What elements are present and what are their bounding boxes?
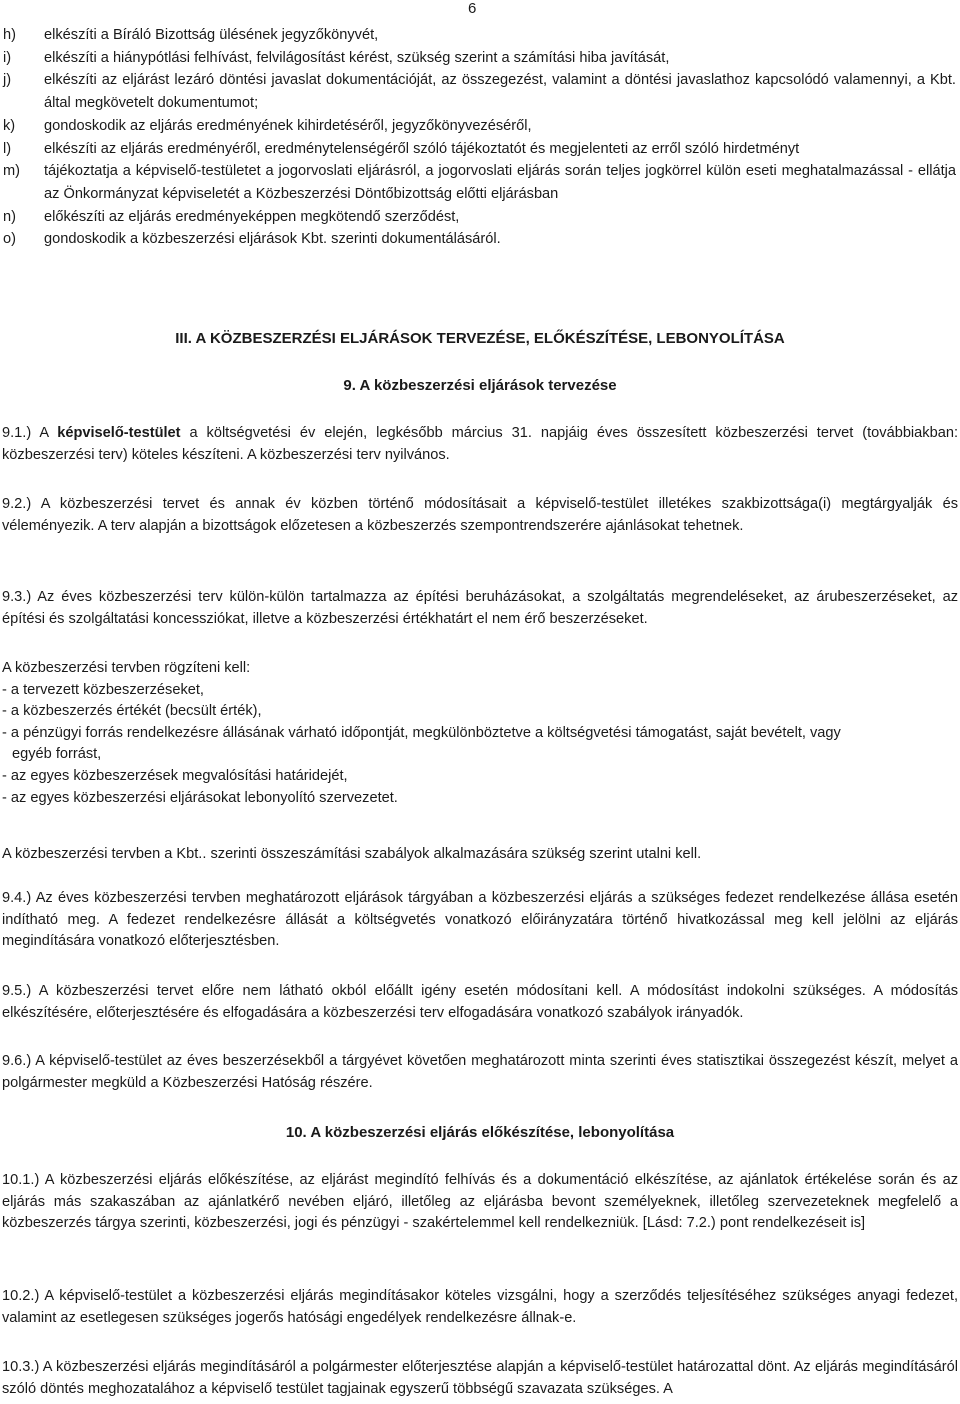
paragraph-9-1 xyxy=(2,423,958,466)
paragraph-9-3: 9.3.) Az éves közbeszerzési terv külön-külön tartalmazza az építési beruházásokat, a szolgáltatás megrendeléseket, az árubeszerzéseket, az építési és szolgáltatási koncessziókat, illetve a közbeszerzési értékhatárt el nem érő beszerzéseket. xyxy=(2,589,958,627)
list-item-text: gondoskodik az eljárás eredményének kihirdetéséről, jegyzőkönyvezéséről, xyxy=(44,117,532,134)
paragraph-9-5: 9.5.) A közbeszerzési tervet előre nem látható okból előállt igény esetén módosítani kell. A módosítást indokolni szükséges. A módosítás elkészítésére, előterjesztésére és elfogadására a közbeszerzési terv elfogadására vonatkozó szabályok irányadók. xyxy=(2,983,958,1021)
list-item xyxy=(0,115,958,138)
plan-item: - a tervezett közbeszerzéseket, xyxy=(2,681,204,698)
list-item xyxy=(0,138,958,161)
list-item-text: tájékoztatja a képviselő-testületet a jogorvoslati eljárásról, a jogorvoslati eljárás során teljes jogkörrel külön eseti meghatalmazással - ellátja az Önkormányzat képviseletét a Közbeszerzési Döntőbizottság előtti eljárásban xyxy=(44,163,956,202)
chapter-heading: III. A KÖZBESZERZÉSI ELJÁRÁSOK TERVEZÉSE, ELŐKÉSZÍTÉSE, LEBONYOLÍTÁSA xyxy=(175,330,785,347)
plan-item: - az egyes közbeszerzési eljárásokat lebonyolító szervezetet. xyxy=(2,789,398,806)
p91-rest: a költségvetési év elején, legkésőbb március 31. napjáig éves összesített közbeszerzési tervet (továbbiakban: közbeszerzési terv) köteles készíteni. A közbeszerzési terv nyilvános. xyxy=(2,425,958,463)
plan-item: - a pénzügyi forrás rendelkezésre állásának várható időpontját, megkülönböztetve a költségvetési támogatást, saját bevételt, vagy xyxy=(2,724,841,741)
section-10-heading: 10. A közbeszerzési eljárás előkészítése, lebonyolítása xyxy=(285,1124,675,1141)
paragraph-10-3: 10.3.) A közbeszerzési eljárás megindításáról a polgármester előterjesztése alapján a képviselő-testület határozattal dönt. Az eljárás megindításáról szóló döntés meghozatalához a képviselő testület tagjainak egyszerű többségű szavazata szükséges. A xyxy=(2,1359,958,1397)
list-item xyxy=(0,69,958,114)
list-item-label: n) xyxy=(3,208,16,225)
list-item-text: elkészíti a Bíráló Bizottság ülésének jegyzőkönyvét, xyxy=(44,27,379,43)
paragraph-10-1: 10.1.) A közbeszerzési eljárás előkészítése, az eljárást megindító felhívás és a dokumentáció elkészítése, az ajánlatok értékelése során és az eljárás más szakaszában az ajánlatkérő nevében eljáró, illetőleg az eljárásba bevont személyeknek, illetőleg szervezeteknek megfelelő a közbeszerzés tárgya szerinti, közbeszerzési, jogi és pénzügyi - szakértelemmel kell rendelkezniük. [Lásd: 7.2.) pont rendelkezéseit is] xyxy=(2,1172,958,1232)
paragraph-9-4: 9.4.) Az éves közbeszerzési tervben meghatározott eljárások tárgyában a közbeszerzési eljárás a szükséges fedezet rendelkezése állása esetén indítható meg. A fedezet rendelkezésre állását a költségvetés vonatkozó előirányzatára történő hivatkozással meg kell jelölni az eljárás megindítására vonatkozó előterjesztésben. xyxy=(2,890,958,950)
list-item-text: előkészíti az eljárás eredményeképpen megkötendő szerződést, xyxy=(44,208,460,225)
task-list xyxy=(0,24,958,251)
page-number: 6 xyxy=(468,0,477,17)
list-item xyxy=(0,206,958,229)
list-item xyxy=(0,160,958,205)
plan-note: A közbeszerzési tervben a Kbt.. szerinti összeszámítási szabályok alkalmazására szükség szerint utalni kell. xyxy=(2,846,702,862)
p91-start: 9.1.) A xyxy=(2,425,58,441)
list-item-label: j) xyxy=(3,72,12,89)
plan-requirements xyxy=(2,658,958,809)
list-item-text: elkészíti az eljárás eredményéről, eredménytelenségéről szóló tájékoztatót és megjelenteti az erről szóló hirdetményt xyxy=(44,140,800,157)
list-item xyxy=(0,228,958,251)
paragraph-9-6: 9.6.) A képviselő-testület az éves beszerzésekből a tárgyévet követően meghatározott minta szerinti éves statisztikai összegezést készít, melyet a polgármester megküld a Közbeszerzési Hatóság részére. xyxy=(2,1053,958,1091)
paragraph-9-2: 9.2.) A közbeszerzési tervet és annak év közben történő módosításait a képviselő-testület illetékes szakbizottsága(i) megtárgyalják és véleményezik. A terv alapján a bizottságok előzetesen a közbeszerzés szempontrendszerére ajánlásokat tehetnek. xyxy=(2,496,958,534)
list-item-label: k) xyxy=(3,117,16,134)
plan-item: - a közbeszerzés értékét (becsült érték), xyxy=(2,703,262,720)
section-9-heading: 9. A közbeszerzési eljárások tervezése xyxy=(343,377,617,394)
list-item-text: elkészíti az eljárást lezáró döntési javaslat dokumentációját, az összegezést, valamint a döntési javaslathoz kapcsolódó valamennyi, a Kbt. által megkövetelt dokumentumot; xyxy=(44,72,956,112)
list-item-label: h) xyxy=(3,27,16,43)
list-item-text: elkészíti a hiánypótlási felhívást, felvilágosítást kérést, szükség szerint a számítási hiba javítását, xyxy=(44,49,670,66)
list-item-label: o) xyxy=(3,231,16,248)
paragraph-10-2: 10.2.) A képviselő-testület a közbeszerzési eljárás megindításakor köteles vizsgálni, hogy a szerződés teljesítéséhez szükséges anyagi fedezet, valamint az esetlegesen szükséges jogerős hatósági engedélyek rendelkezésre állnak-e. xyxy=(2,1288,958,1326)
list-item-label: l) xyxy=(3,140,12,157)
list-item-label: m) xyxy=(3,163,21,180)
plan-item: egyéb forrást, xyxy=(12,746,102,763)
list-item-label: i) xyxy=(3,49,12,66)
list-item xyxy=(0,24,958,47)
plan-item: - az egyes közbeszerzések megvalósítási határidejét, xyxy=(2,767,348,784)
list-item-text: gondoskodik a közbeszerzési eljárások Kbt. szerinti dokumentálásáról. xyxy=(44,231,501,248)
list-item xyxy=(0,47,958,70)
p91-bold: képviselő-testület xyxy=(57,425,181,441)
plan-intro: A közbeszerzési tervben rögzíteni kell: xyxy=(2,660,251,676)
